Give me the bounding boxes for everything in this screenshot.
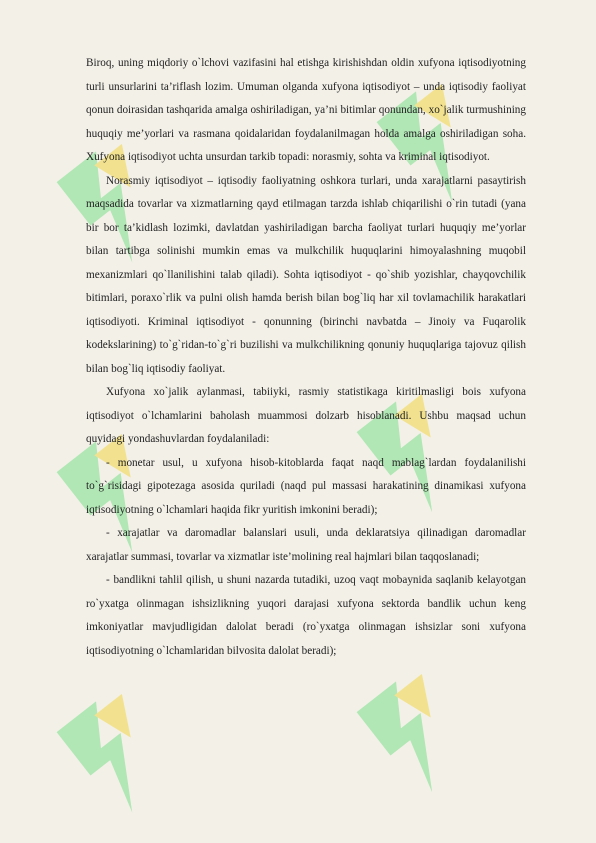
watermark-logo-icon [29, 661, 202, 839]
list-item: - monetar usul, u xufyona hisob-kitoblarda faqat naqd mablag`lardan foydalanilishi to`g`risidagi gipotezaga asosida quriladi (naqd pul massasi harakatining dinamikasi xufyona iqtisodiyotning o`lchamlari haqida fikr yuritish imkonini beradi); [86, 456, 526, 516]
list-item: - bandlikni tahlil qilish, u shuni nazarda tutadiki, uzoq vaqt mobaynida saqlanib kelayotgan ro`yxatga olinmagan ishsizlikning yuqori darajasi xufyona sektorda bandlik uchun keng imkoniyatlar mavjudligidan dalolat beradi (ro`yxatga olinmagan ishsizlar soni xufyona iqtisodiyotning o`lchamlaridan bilvosita dalolat beradi); [86, 574, 526, 657]
watermark-logo-icon [329, 641, 502, 819]
paragraph: Biroq, uning miqdoriy o`lchovi vazifasini hal etishga kirishishdan oldin xufyona iqtisodiyotning turli unsurlarini ta’riflash lozim. Umuman olganda xufyona iqtisodiyot – unda iqtisodiy faoliyat qonun doirasidan tashqarida amalga oshiriladigan, ya’ni bitimlar qonundan, xo`jalik turmushining huquqiy me’yorlari va rasmana qoidalaridan foydalanilmagan holda amalga oshiriladigan soha. Xufyona iqtisodiyot uchta unsurdan tarkib topadi: norasmiy, sohta va kriminal iqtisodiyot. [86, 57, 526, 163]
document-body [86, 52, 526, 663]
paragraph: Xufyona xo`jalik aylanmasi, tabiiyki, rasmiy statistikaga kiritilmasligi bois xufyona iqtisodiyot o`lchamlarini baholash muammosi dolzarb hisoblanadi. Ushbu maqsad uchun quyidagi yondashuvlardan foydalaniladi: [86, 386, 526, 445]
paragraph: Norasmiy iqtisodiyot – iqtisodiy faoliyatning oshkora turlari, unda xarajatlarni pasaytirish maqsadida tovarlar va xizmatlarning qayd etilmagan tarzda ishlab chiqarilishi o`rin tutadi (yana bir bor ta’kidlash lozimki, davlatdan yashiriladigan barcha faoliyat turlari huquqiy me’yorlar bilan tartibga solinishi mumkin emas va mulkchilik huquqlarini himoyalashning muqobil mexanizmlari qo`llanilishini talab qiladi). Sohta iqtisodiyot - qo`shib yozishlar, chayqovchilik bitimlari, poraxo`rlik va pulni olish hamda berish bilan bog`liq har xil tovlamachilik harakatlari iqtisodiyoti. Kriminal iqtisodiyot - qonunning (birinchi navbatda – Jinoiy va Fuqarolik kodekslarining) to`g`ridan-to`g`ri buzilishi va mulkchilikning qonuniy huquqlariga tajovuz qilish bilan bog`liq iqtisodiy faoliyat. [86, 174, 526, 375]
list-item: - xarajatlar va daromadlar balanslari usuli, unda deklaratsiya qilinadigan daromadlar xarajatlar summasi, tovarlar va xizmatlar iste’molining real hajmlari bilan taqqoslanadi; [86, 527, 526, 563]
